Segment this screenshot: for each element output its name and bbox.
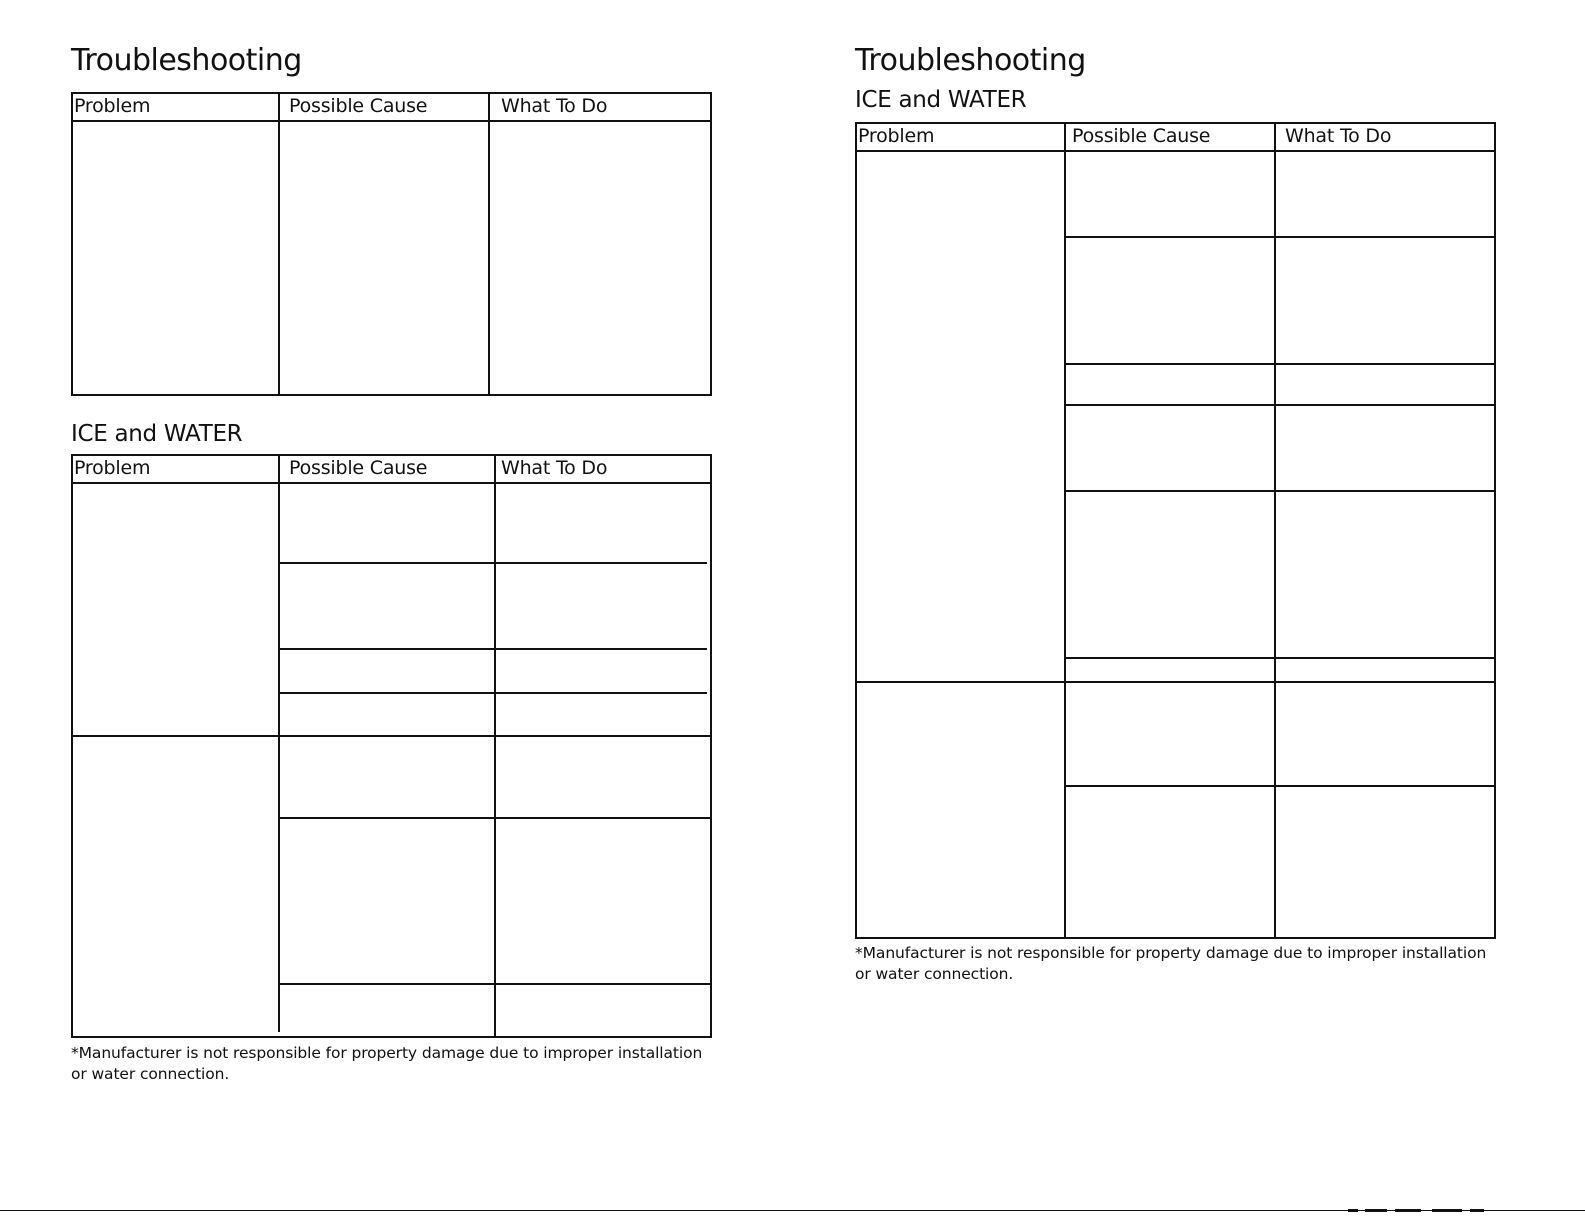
- table-header: [73, 94, 710, 122]
- header-possible-cause: Possible Cause: [289, 95, 428, 117]
- header-possible-cause: Possible Cause: [289, 457, 428, 479]
- row-divider: [1066, 657, 1494, 659]
- right-page: [790, 0, 1585, 1225]
- footnote-line-2: or water connection.: [855, 965, 1014, 983]
- footnote: [71, 1043, 702, 1085]
- column-divider: [494, 456, 496, 1036]
- section-title: ICE and WATER: [855, 87, 1027, 113]
- row-divider: [1066, 363, 1494, 365]
- column-divider: [1274, 124, 1276, 937]
- left-page: [0, 0, 790, 1225]
- footnote-line-1: *Manufacturer is not responsible for property damage due to improper installation: [71, 1044, 703, 1062]
- page-title: Troubleshooting: [71, 43, 302, 78]
- section-title: ICE and WATER: [71, 421, 243, 447]
- header-problem: Problem: [74, 95, 151, 117]
- footnote: [855, 943, 1486, 985]
- header-what-to-do: What To Do: [501, 95, 608, 117]
- column-divider: [278, 456, 280, 1032]
- row-divider: [280, 692, 707, 694]
- page-edge-mark: [1432, 1209, 1462, 1212]
- column-divider: [488, 94, 490, 394]
- header-what-to-do: What To Do: [1285, 125, 1392, 147]
- row-divider: [280, 983, 710, 985]
- header-possible-cause: Possible Cause: [1072, 125, 1211, 147]
- row-divider: [1066, 490, 1494, 492]
- column-divider: [1064, 124, 1066, 937]
- page-edge-mark: [1365, 1209, 1387, 1212]
- page-title: Troubleshooting: [855, 43, 1086, 78]
- row-divider: [280, 817, 710, 819]
- troubleshooting-table: [71, 92, 712, 396]
- footnote-line-2: or water connection.: [71, 1065, 230, 1083]
- row-divider: [1066, 404, 1494, 406]
- page-edge-mark: [1395, 1209, 1421, 1212]
- ice-water-table: [71, 454, 712, 1038]
- table-header: [73, 456, 710, 484]
- page-edge-mark: [1348, 1209, 1358, 1212]
- ice-water-table: [855, 122, 1496, 939]
- table-header: [857, 124, 1494, 152]
- header-problem: Problem: [74, 457, 151, 479]
- column-divider: [278, 94, 280, 394]
- row-divider: [73, 735, 710, 737]
- page-edge-mark: [1470, 1209, 1484, 1212]
- header-problem: Problem: [858, 125, 935, 147]
- row-divider: [280, 648, 707, 650]
- row-divider: [280, 562, 707, 564]
- row-divider: [857, 681, 1494, 683]
- footnote-line-1: *Manufacturer is not responsible for property damage due to improper installation: [855, 944, 1487, 962]
- row-divider: [1066, 236, 1494, 238]
- header-what-to-do: What To Do: [501, 457, 608, 479]
- row-divider: [1066, 785, 1494, 787]
